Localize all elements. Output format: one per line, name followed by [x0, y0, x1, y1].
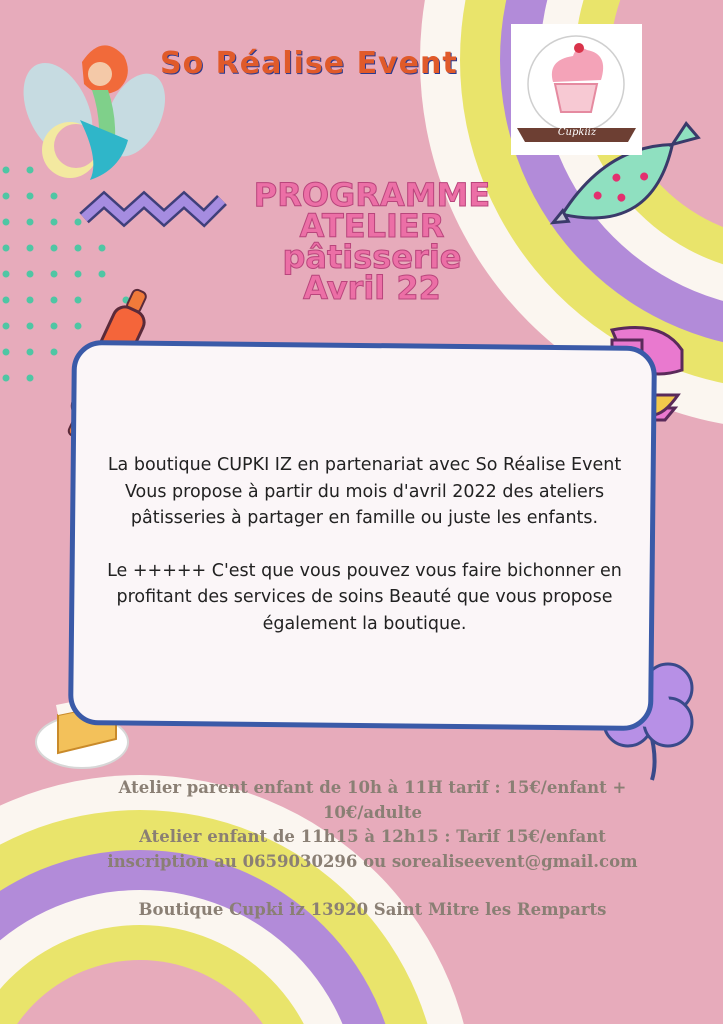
info-line-contact: inscription au 0659030296 ou sorealiseevent@gmail.com — [107, 851, 638, 871]
card-text — [92, 452, 637, 637]
info-line-address: Boutique Cupki iz 13920 Saint Mitre les Remparts — [138, 900, 607, 919]
title-line: Avril 22 — [303, 269, 441, 307]
brand-name: So Réalise Event — [160, 46, 458, 81]
title-line: ATELIER — [299, 207, 445, 245]
card-paragraph-intro: La boutique CUPKI IZ en partenariat avec So Réalise Event Vous propose à partir du mois d'avril 2022 des ateliers pâtisseries à partager en famille ou juste les enfants. — [107, 455, 622, 528]
title-line: pâtisserie — [282, 238, 462, 276]
workshop-info — [80, 776, 665, 923]
card-paragraph-beauty: Le +++++ C'est que vous pouvez vous faire bichonner en profitant des services de soins Beauté que vous propose également la boutique. — [107, 560, 622, 634]
info-line-parent-child: Atelier parent enfant de 10h à 11H tarif : 15€/enfant + — [118, 778, 627, 797]
info-line-child: Atelier enfant de 11h15 à 12h15 : Tarif 15€/enfant — [139, 827, 606, 846]
title-line: PROGRAMME — [253, 176, 491, 214]
fairy-illustration — [10, 45, 177, 180]
logo-text: Cupkiiz — [557, 127, 597, 138]
program-title — [212, 176, 532, 307]
info-line-adult-price: 10€/adulte — [322, 802, 423, 822]
